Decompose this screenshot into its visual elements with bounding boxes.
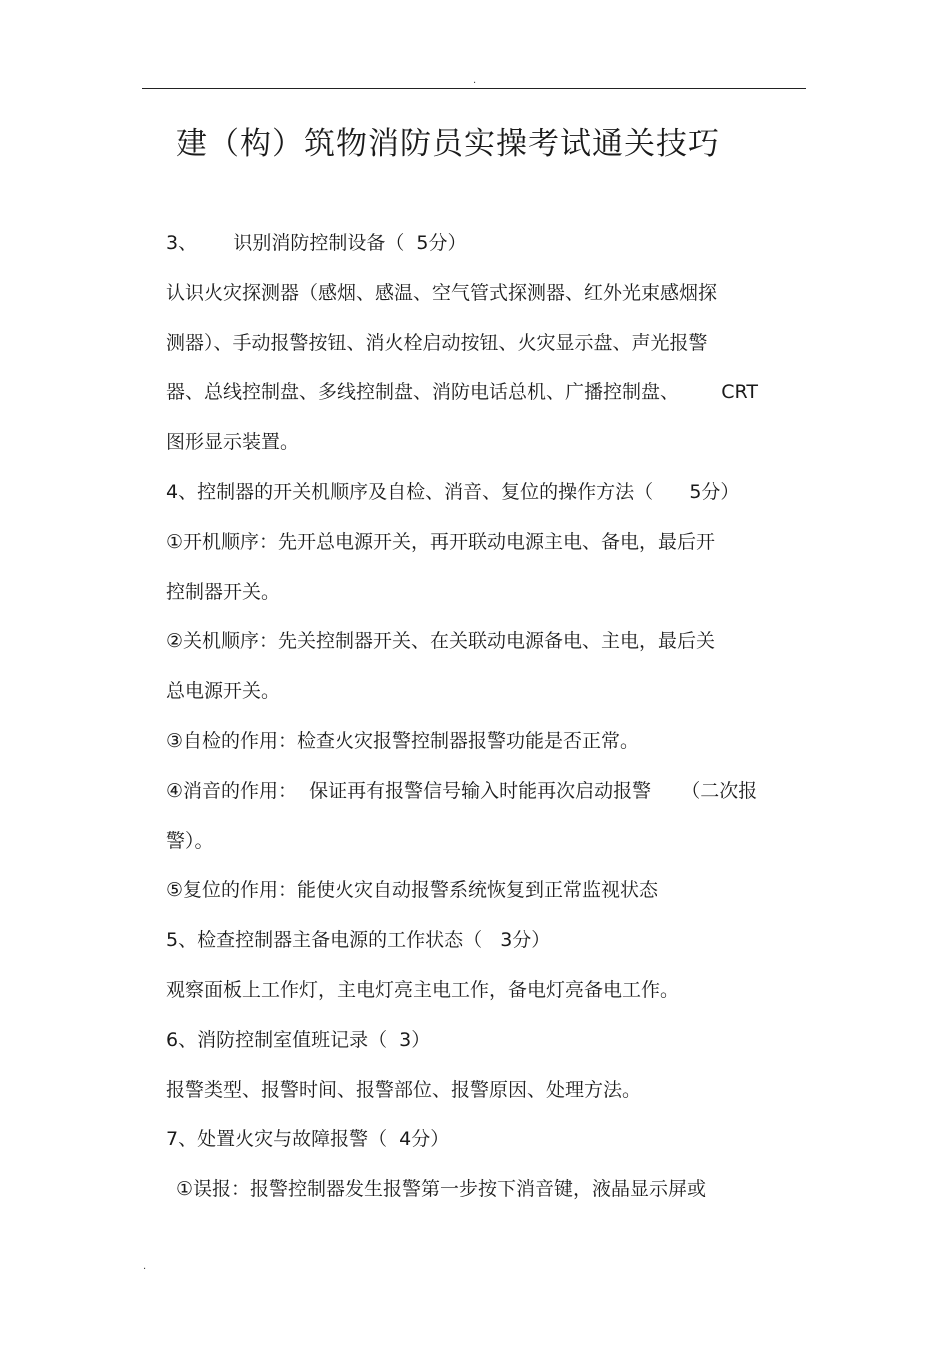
body-line: 认识火灾探测器（感烟、感温、空气管式探测器、红外光束感烟探 <box>166 282 718 304</box>
footer-dot: . <box>143 1261 147 1272</box>
body-line: 观察面板上工作灯，主电灯亮主电工作，备电灯亮备电工作。 <box>166 979 680 1001</box>
body-line: 器、总线控制盘、多线控制盘、消防电话总机、广播控制盘、 CRT <box>166 381 758 403</box>
body-line: 警）。 <box>166 830 214 852</box>
section-heading-6: 6、消防控制室值班记录（ 3） <box>166 1029 431 1051</box>
body-line: ②关机顺序：先关控制器开关、在关联动电源备电、主电，最后关 <box>166 630 716 652</box>
body-line: ④消音的作用： 保证再有报警信号输入时能再次启动报警 （二次报 <box>166 780 758 802</box>
header-dot: . <box>473 75 477 86</box>
header-rule <box>142 88 806 89</box>
body-line: 图形显示装置。 <box>166 431 300 453</box>
body-line: ①开机顺序：先开总电源开关，再开联动电源主电、备电，最后开 <box>166 531 716 553</box>
body-line: ①误报：报警控制器发生报警第一步按下消音键，液晶显示屏或 <box>176 1178 707 1200</box>
body-line: 测器）、手动报警按钮、消火栓启动按钮、火灾显示盘、声光报警 <box>166 332 708 354</box>
document-title: 建（构）筑物消防员实操考试通关技巧 <box>176 126 720 162</box>
body-line: ⑤复位的作用：能使火灾自动报警系统恢复到正常监视状态 <box>166 879 659 901</box>
section-heading-5: 5、检查控制器主备电源的工作状态（ 3分） <box>166 929 551 951</box>
body-line: 总电源开关。 <box>166 680 281 702</box>
body-line: 控制器开关。 <box>166 581 281 603</box>
body-line: ③自检的作用：检查火灾报警控制器报警功能是否正常。 <box>166 730 640 752</box>
section-heading-4: 4、控制器的开关机顺序及自检、消音、复位的操作方法（ 5分） <box>166 481 740 503</box>
body-line: 报警类型、报警时间、报警部位、报警原因、处理方法。 <box>166 1079 642 1101</box>
section-heading-3: 3、 识别消防控制设备（ 5分） <box>166 232 467 254</box>
section-heading-7: 7、处置火灾与故障报警（ 4分） <box>166 1128 450 1150</box>
